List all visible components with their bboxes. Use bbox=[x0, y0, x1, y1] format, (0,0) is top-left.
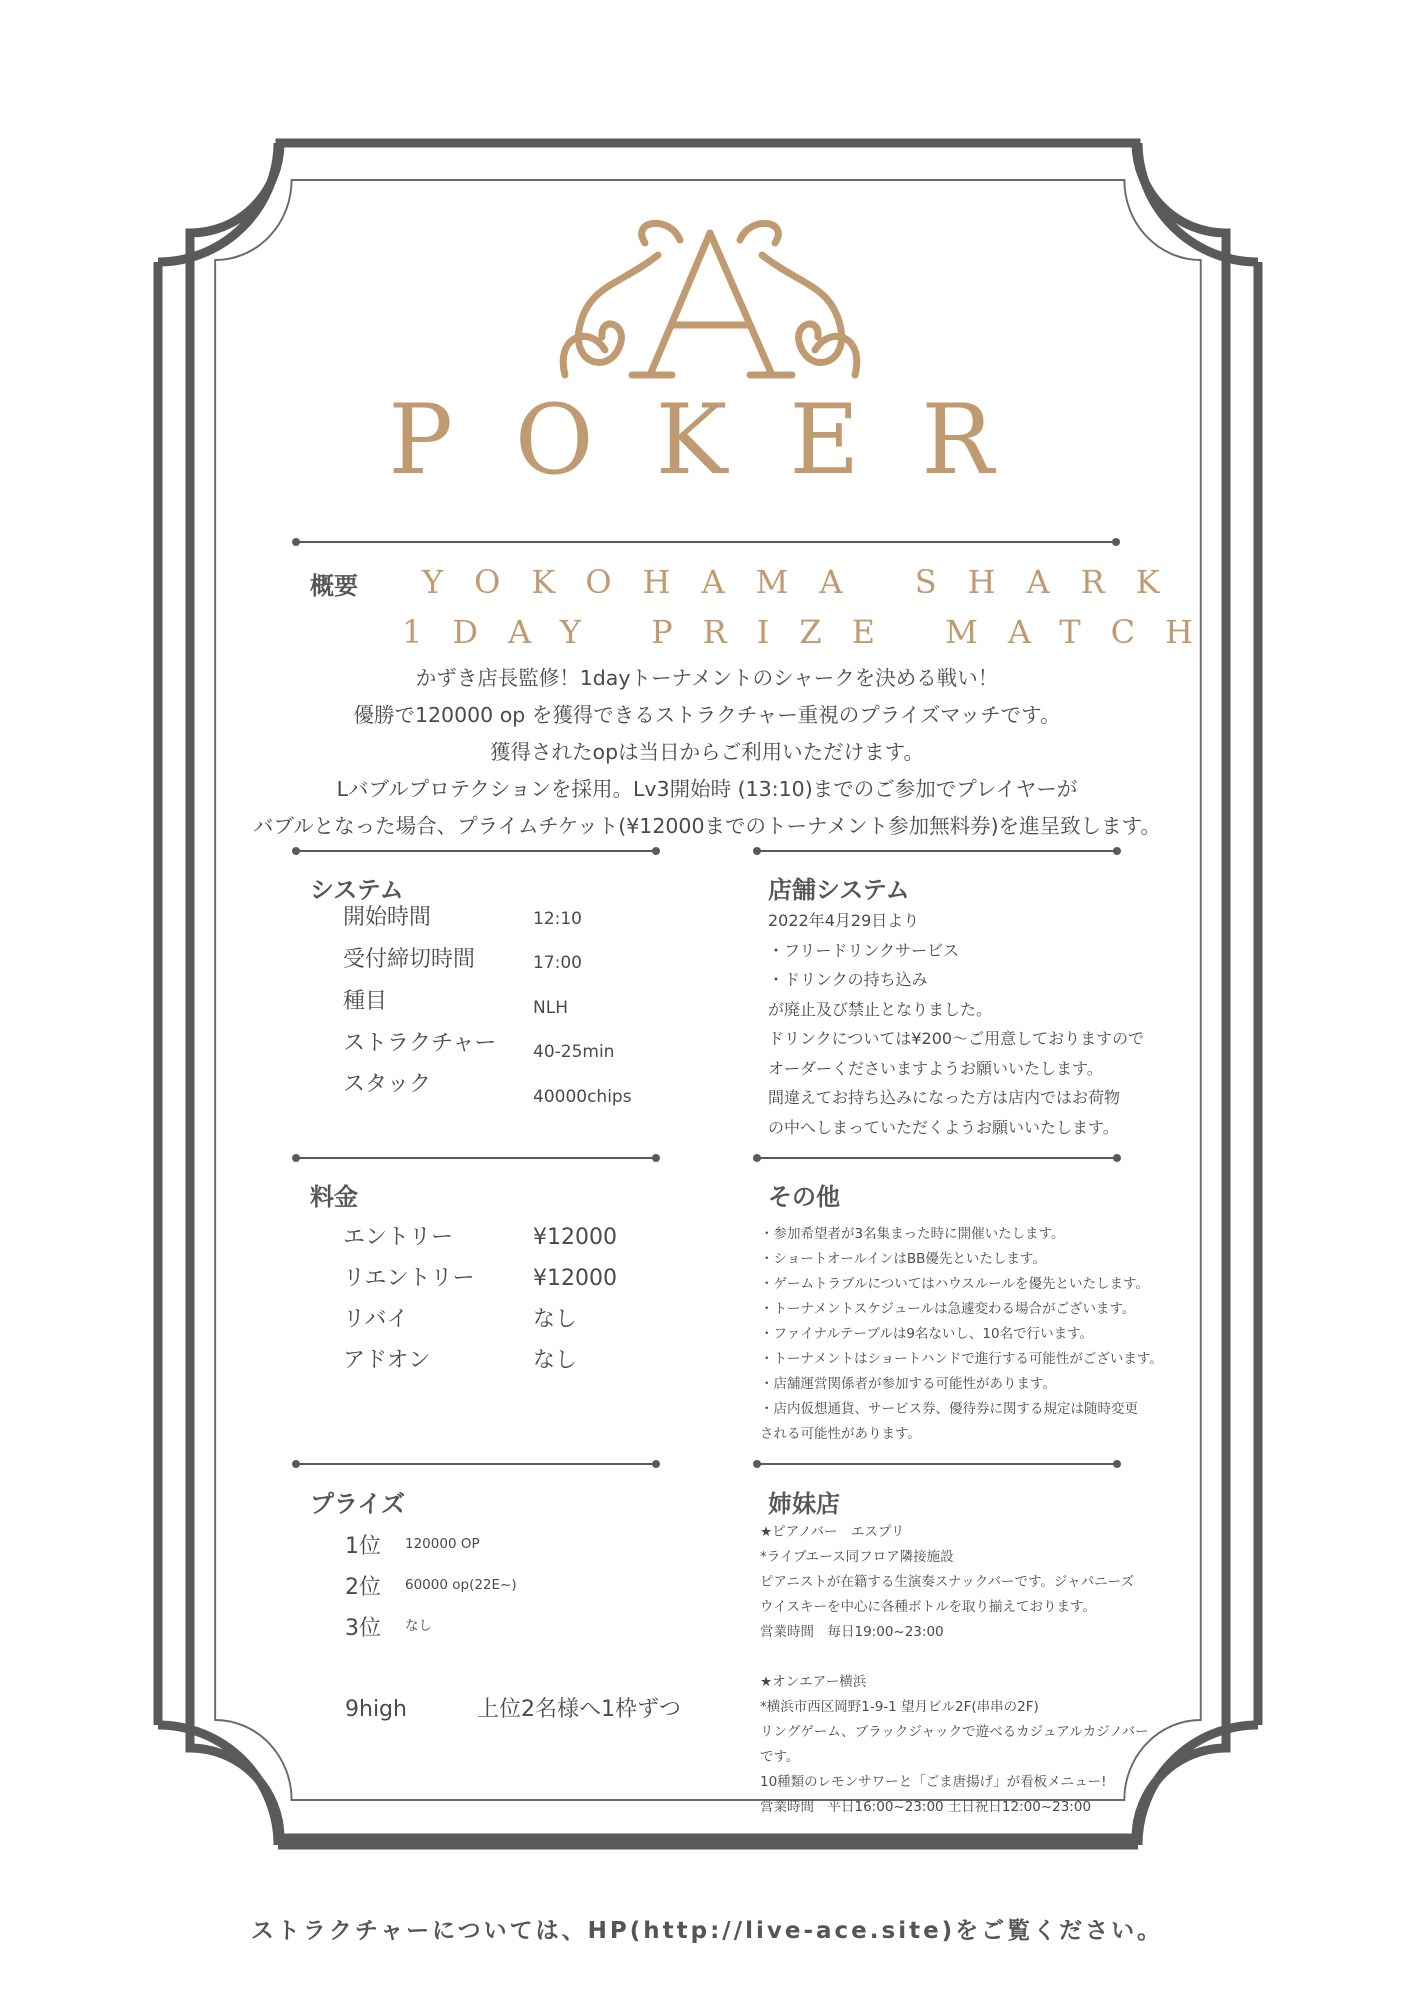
other-line: ・ゲームトラブルについてはハウスルールを優先といたします。 bbox=[760, 1276, 1149, 1292]
poker-wordmark: POKER bbox=[388, 384, 1056, 496]
event-title-line1: YOKOHAMA SHARK bbox=[422, 563, 1191, 601]
other-line: ・トーナメントスケジュールは急遽変わる場合がございます。 bbox=[760, 1301, 1136, 1317]
sister-title: 姉妹店 bbox=[768, 1490, 840, 1518]
overview-line: Lバブルプロテクションを採用。Lv3開始時 (13:10)までのご参加でプレイヤーが bbox=[336, 777, 1078, 801]
fee-label: リバイ bbox=[343, 1307, 409, 1332]
sister-line: ピアニストが在籍する生演奏スナックバーです。ジャパニーズ bbox=[760, 1574, 1134, 1590]
store-line: ドリンクについては¥200〜ご用意しておりますので bbox=[768, 1029, 1145, 1048]
prize-title: プライズ bbox=[310, 1490, 406, 1518]
sister-line bbox=[760, 1645, 1149, 1670]
system-value: 40000chips bbox=[533, 1087, 632, 1107]
other-line: される可能性があります。 bbox=[760, 1426, 921, 1442]
overview-label: 概要 bbox=[310, 572, 358, 600]
sister-line: 営業時間 平日16:00~23:00 土日祝日12:00~23:00 bbox=[760, 1799, 1092, 1815]
divider-other bbox=[756, 1157, 1118, 1159]
overview-line: 優勝で120000 op を獲得できるストラクチャー重視のプライズマッチです。 bbox=[353, 703, 1061, 727]
sister-line: *ライブエース同フロア隣接施設 bbox=[760, 1549, 954, 1565]
sister-line: です。 bbox=[760, 1749, 800, 1765]
fee-label: アドオン bbox=[343, 1348, 431, 1373]
divider-prize bbox=[295, 1463, 657, 1465]
other-title: その他 bbox=[768, 1183, 840, 1211]
system-label: 種目 bbox=[343, 989, 388, 1014]
overview-line: かずき店長監修！1dayトーナメントのシャークを決める戦い！ bbox=[415, 666, 999, 690]
sister-text bbox=[760, 1520, 1149, 1820]
a-poker-logo-icon bbox=[550, 215, 870, 390]
event-title-line2: 1DAY PRIZE MATCH bbox=[402, 613, 1224, 651]
system-label: スタック bbox=[343, 1072, 432, 1097]
divider-system bbox=[295, 850, 657, 852]
fee-label: エントリー bbox=[343, 1225, 454, 1250]
other-line: ・ファイナルテーブルは9名ないし、10名で行います。 bbox=[760, 1326, 1094, 1342]
fee-value: ¥12000 bbox=[533, 1225, 617, 1250]
store-line: 2022年4月29日より bbox=[768, 911, 920, 930]
other-line: ・参加希望者が3名集まった時に開催いたします。 bbox=[760, 1226, 1065, 1242]
prize-rank: 2位 bbox=[345, 1575, 381, 1600]
overview-text bbox=[200, 660, 1214, 845]
prize-rank: 3位 bbox=[345, 1616, 381, 1641]
fee-value: なし bbox=[533, 1348, 578, 1373]
prize-extra-value: 上位2名様へ1枠ずつ bbox=[477, 1697, 681, 1722]
divider-top bbox=[295, 541, 1117, 543]
sister-line: ウイスキーを中心に各種ボトルを取り揃えております。 bbox=[760, 1599, 1096, 1615]
sister-line: ★ピアノバー エスプリ bbox=[760, 1524, 905, 1540]
system-value: 40-25min bbox=[533, 1042, 615, 1062]
system-label: 開始時間 bbox=[343, 905, 432, 930]
store-line: 間違えてお持ち込みになった方は店内ではお荷物 bbox=[768, 1088, 1121, 1107]
store-line: が廃止及び禁止となりました。 bbox=[768, 999, 993, 1019]
divider-fees bbox=[295, 1157, 657, 1159]
store-line: ・ドリンクの持ち込み bbox=[768, 970, 928, 989]
sister-line: ★オンエアー横浜 bbox=[760, 1674, 867, 1690]
fee-label: リエントリー bbox=[343, 1266, 475, 1291]
prize-value: なし bbox=[405, 1618, 432, 1634]
other-text bbox=[760, 1222, 1163, 1447]
system-value: NLH bbox=[533, 998, 568, 1018]
store-system-text bbox=[768, 906, 1144, 1142]
other-line: ・ショートオールインはBB優先といたします。 bbox=[760, 1251, 1046, 1267]
store-system-title: 店舗システム bbox=[768, 876, 910, 904]
system-title: システム bbox=[310, 876, 404, 904]
store-line: ・フリードリンクサービス bbox=[768, 940, 960, 960]
sister-line: 10種類のレモンサワーと「ごま唐揚げ」が看板メニュー! bbox=[760, 1774, 1107, 1790]
fee-value: なし bbox=[533, 1307, 578, 1332]
overview-line: バブルとなった場合、プライムチケット(¥12000までのトーナメント参加無料券)を進呈致します。 bbox=[252, 814, 1162, 838]
sister-line: *横浜市西区岡野1-9-1 望月ビル2F(串串の2F) bbox=[760, 1699, 1039, 1715]
prize-value: 120000 OP bbox=[405, 1536, 480, 1552]
system-label: ストラクチャー bbox=[343, 1031, 497, 1056]
prize-value: 60000 op(22E~) bbox=[405, 1577, 517, 1593]
fees-title: 料金 bbox=[310, 1183, 358, 1211]
store-line: の中へしまっていただくようお願いいたします。 bbox=[768, 1117, 1119, 1137]
system-value: 12:10 bbox=[533, 909, 582, 929]
store-line: オーダーくださいますようお願いいたします。 bbox=[768, 1058, 1103, 1078]
prize-extra-label: 9high bbox=[345, 1697, 407, 1722]
system-label: 受付締切時間 bbox=[343, 947, 476, 972]
fee-value: ¥12000 bbox=[533, 1266, 617, 1291]
divider-store bbox=[756, 850, 1118, 852]
other-line: ・店舗運営関係者が参加する可能性があります。 bbox=[760, 1376, 1056, 1392]
other-line: ・店内仮想通貨、サービス券、優待券に関する規定は随時変更 bbox=[760, 1401, 1138, 1417]
sister-line: 営業時間 毎日19:00~23:00 bbox=[760, 1624, 944, 1640]
divider-sister bbox=[756, 1463, 1118, 1465]
overview-line: 獲得されたopは当日からご利用いただけます。 bbox=[490, 740, 924, 764]
footer-note: ストラクチャーについては、HP(http://live-ace.site)をご覧ください。 bbox=[250, 1918, 1164, 1944]
other-line: ・トーナメントはショートハンドで進行する可能性がございます。 bbox=[760, 1351, 1163, 1367]
sister-line: リングゲーム、ブラックジャックで遊べるカジュアルカジノバー bbox=[760, 1724, 1149, 1740]
prize-rank: 1位 bbox=[345, 1534, 381, 1559]
system-value: 17:00 bbox=[533, 953, 582, 973]
